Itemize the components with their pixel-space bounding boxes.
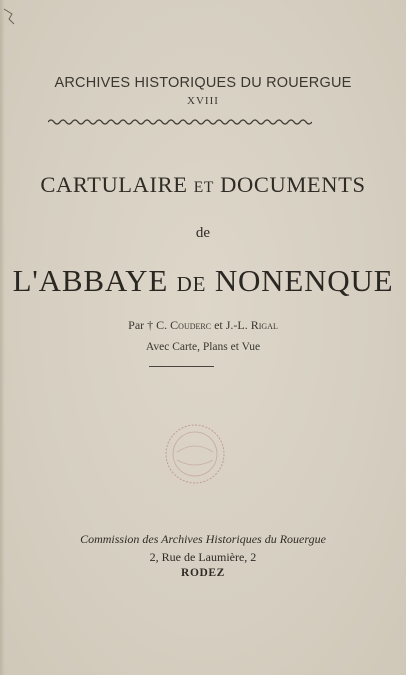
subtitle-contents: Avec Carte, Plans et Vue bbox=[145, 341, 261, 353]
publisher-city: RODEZ bbox=[181, 567, 225, 579]
publisher-commission: Commission des Archives Historiques du Rouergue bbox=[80, 532, 326, 546]
title-abbaye: L'ABBAYE bbox=[12, 263, 169, 298]
publisher-address: 2, Rue de Laumière, 2 bbox=[149, 550, 257, 564]
title-line-1 bbox=[0, 172, 406, 198]
title-et: ET bbox=[193, 179, 214, 196]
authors-joiner: et J.-L. bbox=[214, 318, 248, 332]
title-cartulaire: CARTULAIRE bbox=[40, 172, 188, 197]
volume-number: XVIII bbox=[187, 95, 219, 107]
corner-ink-mark bbox=[3, 6, 19, 26]
title-de-connector: DE bbox=[176, 272, 207, 296]
series-title: ARCHIVES HISTORIQUES DU ROUERGUE bbox=[54, 75, 352, 91]
separator-rule bbox=[149, 366, 214, 367]
title-nonenque: NONENQUE bbox=[214, 263, 394, 298]
ornamental-rule bbox=[48, 118, 312, 126]
title-de: de bbox=[195, 225, 211, 241]
author-couderc: Couderc bbox=[170, 318, 212, 332]
author-rigal: Rigal bbox=[250, 318, 278, 332]
title-line-2 bbox=[0, 263, 406, 299]
library-stamp-icon bbox=[163, 422, 227, 486]
title-documents: DOCUMENTS bbox=[220, 172, 366, 197]
authors-line bbox=[0, 318, 406, 333]
authors-prefix: Par † C. bbox=[128, 318, 168, 332]
